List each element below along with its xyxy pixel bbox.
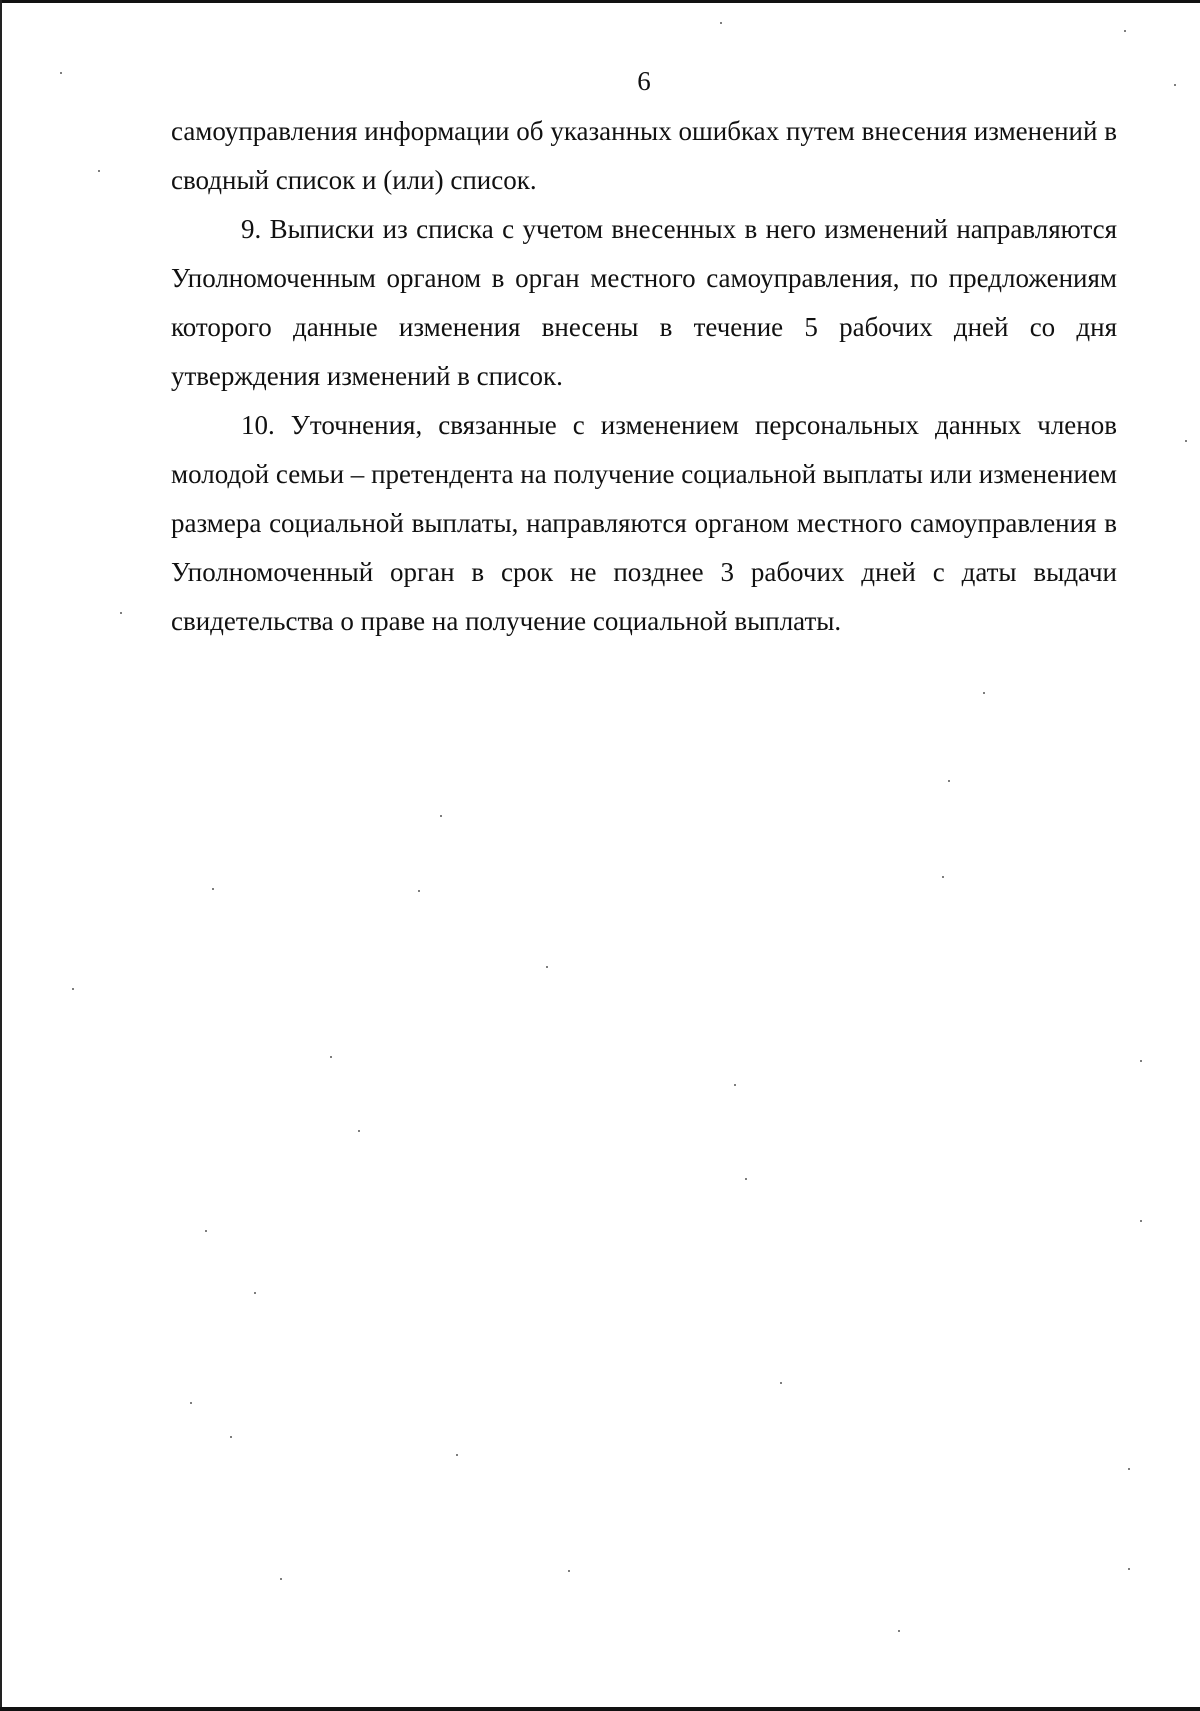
scan-speck (98, 170, 100, 172)
document-body (171, 107, 1117, 646)
scan-speck (205, 1230, 207, 1232)
scan-edge-left (0, 0, 2, 1711)
scan-speck (440, 815, 442, 817)
scan-speck (212, 888, 214, 890)
scan-speck (358, 1130, 360, 1132)
scan-speck (72, 988, 74, 990)
scan-speck (230, 1436, 232, 1438)
paragraph-item-10: 10. Уточнения, связанные с изменением персональных данных членов молодой семьи – претендента на получение социальной выплаты или изменением размера социальной выплаты, направляются органом местного самоуправления в Уполномоченный орган в срок не позднее 3 рабочих дней с даты выдачи свидетельства о праве на получение социальной выплаты. (171, 410, 1117, 636)
scan-speck (60, 72, 62, 74)
paragraph-item-9: 9. Выписки из списка с учетом внесенных в него изменений направляются Уполномоченным органом в орган местного самоуправления, по предложениям которого данные изменения внесены в течение 5 рабочих дней со дня утверждения изменений в список. (171, 214, 1117, 391)
scan-speck (1185, 440, 1187, 442)
scan-speck (418, 890, 420, 892)
scan-speck (983, 692, 985, 694)
paragraph-continuation: самоуправления информации об указанных ошибках путем внесения изменений в сводный список и (или) список. (171, 116, 1117, 195)
scan-speck (720, 22, 722, 24)
scan-speck (1128, 1468, 1130, 1470)
scan-speck (1128, 1568, 1130, 1570)
scan-edge-bottom (0, 1707, 1200, 1711)
scan-speck (1124, 30, 1126, 32)
scan-speck (546, 966, 548, 968)
scan-speck (1140, 1060, 1142, 1062)
scan-speck (568, 1570, 570, 1572)
scan-speck (898, 1630, 900, 1632)
scan-speck (1140, 1220, 1142, 1222)
page-number: 6 (637, 66, 651, 96)
scan-speck (120, 612, 122, 614)
scan-speck (734, 1084, 736, 1086)
scan-speck (280, 1578, 282, 1580)
scan-speck (254, 1292, 256, 1294)
scan-speck (745, 1178, 747, 1180)
scan-speck (942, 876, 944, 878)
scan-speck (948, 780, 950, 782)
scan-speck (456, 1454, 458, 1456)
scan-speck (1174, 84, 1176, 86)
scan-speck (330, 1056, 332, 1058)
scan-speck (190, 1402, 192, 1404)
scan-edge-top (0, 0, 1200, 3)
scan-speck (780, 1382, 782, 1384)
